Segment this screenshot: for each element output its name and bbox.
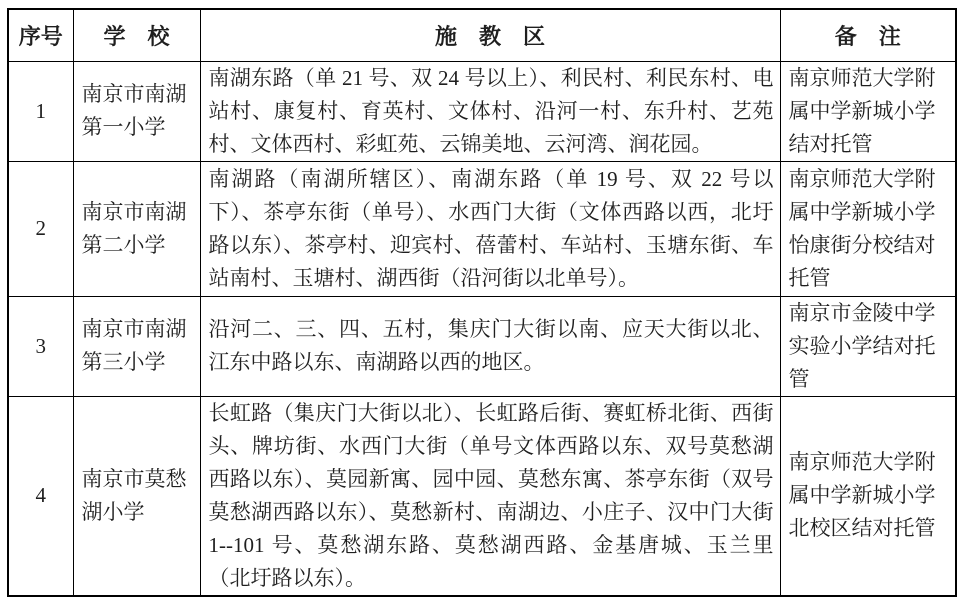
header-school: 学 校: [73, 9, 200, 61]
table-row: [8, 161, 956, 296]
cell-serial-number: 4: [8, 396, 73, 596]
cell-school-name: 南京市莫愁湖小学: [73, 396, 200, 596]
header-serial-number: 序号: [8, 9, 73, 61]
cell-serial-number: 2: [8, 161, 73, 296]
cell-school-name: 南京市南湖第一小学: [73, 61, 200, 161]
cell-school-name: 南京市南湖第二小学: [73, 161, 200, 296]
cell-remark: 南京师范大学附属中学新城小学结对托管: [780, 61, 956, 161]
cell-serial-number: 3: [8, 296, 73, 396]
cell-serial-number: 1: [8, 61, 73, 161]
table-header-row: [8, 9, 956, 61]
table-row: [8, 396, 956, 596]
table-row: [8, 61, 956, 161]
cell-remark: 南京市金陵中学实验小学结对托管: [780, 296, 956, 396]
header-school-district: 施 教 区: [200, 9, 780, 61]
table-body: [8, 61, 956, 596]
header-remarks: 备 注: [780, 9, 956, 61]
cell-district-description: 南湖东路（单 21 号、双 24 号以上）、利民村、利民东村、电站村、康复村、育英村、文体村、沿河一村、东升村、艺苑村、文体西村、彩虹苑、云锦美地、云河湾、润花园。: [200, 61, 780, 161]
table-header: [8, 9, 956, 61]
table-row: [8, 296, 956, 396]
cell-district-description: 南湖路（南湖所辖区）、南湖东路（单 19 号、双 22 号以下）、茶亭东街（单号）、水西门大街（文体西路以西，北圩路以东）、茶亭村、迎宾村、蓓蕾村、车站村、玉塘东街、车站南村、玉塘村、湖西街（沿河街以北单号）。: [200, 161, 780, 296]
cell-school-name: 南京市南湖第三小学: [73, 296, 200, 396]
cell-district-description: 沿河二、三、四、五村，集庆门大街以南、应天大街以北、江东中路以东、南湖路以西的地区。: [200, 296, 780, 396]
cell-remark: 南京师范大学附属中学新城小学北校区结对托管: [780, 396, 956, 596]
cell-remark: 南京师范大学附属中学新城小学怡康街分校结对托管: [780, 161, 956, 296]
cell-district-description: 长虹路（集庆门大街以北）、长虹路后街、赛虹桥北街、西街头、牌坊街、水西门大街（单号文体西路以东、双号莫愁湖西路以东）、莫园新寓、园中园、莫愁东寓、茶亭东街（双号莫愁湖西路以东）、莫愁新村、南湖边、小庄子、汉中门大街 1--101 号、莫愁湖东路、莫愁湖西路、金基唐城、玉兰里（北圩路以东）。: [200, 396, 780, 596]
school-district-table: [7, 8, 957, 597]
